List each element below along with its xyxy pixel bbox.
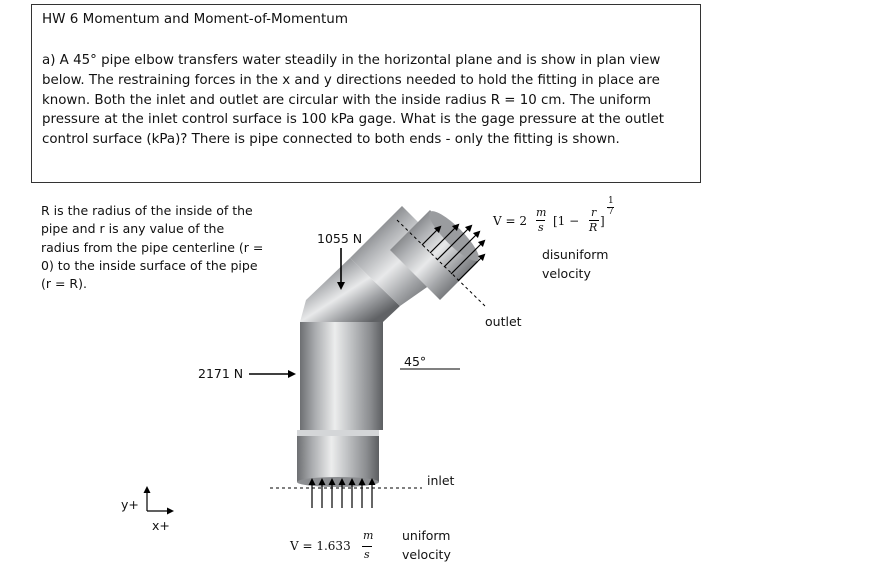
- force-x-label: 2171 N: [198, 366, 244, 381]
- force-y-label: 1055 N: [317, 231, 363, 246]
- inlet-label: inlet: [427, 473, 455, 488]
- outlet-label: outlet: [485, 314, 522, 329]
- outlet-unit-den: s: [538, 221, 544, 234]
- inlet-velocity-lhs: V = 1.633: [290, 539, 351, 553]
- outlet-velocity-equation: [493, 196, 633, 244]
- outlet-velocity-lhs: V = 2: [493, 214, 527, 228]
- axis-y-label: y+: [121, 497, 139, 512]
- inlet-collar: [297, 430, 379, 487]
- outlet-unit-num: m: [536, 206, 547, 219]
- outlet-bracket-open: [1 −: [553, 214, 580, 228]
- axes-icon: [147, 488, 172, 511]
- problem-text: a) A 45° pipe elbow transfers water steadily in the horizontal plane and is show in plan view below. The restraining forces in the x and y directions needed to hold the fitting in place are known. Both the inlet and outlet are circular with the inside radius R = 10 cm. The uniform pressure at the inlet control surface is 100 kPa gage. What is the gage pressure at the outlet control surface (kPa)? There is pipe connected to both ends - only the fitting is shown.: [42, 53, 665, 148]
- axis-x-label: x+: [152, 518, 170, 533]
- elbow-vertical-body: [300, 322, 383, 430]
- angle-label: 45°: [404, 354, 427, 369]
- problem-title: HW 6 Momentum and Moment-of-Momentum: [42, 11, 348, 27]
- inlet-unit-num: m: [363, 529, 374, 542]
- outlet-exp-den: 7: [608, 207, 614, 217]
- inlet-velocity-desc: uniform velocity: [402, 528, 451, 562]
- outlet-exp-num: 1: [608, 196, 614, 206]
- inlet-unit-den: s: [364, 548, 370, 561]
- outlet-bracket-close: ]: [600, 214, 605, 228]
- inlet-velocity-equation: [290, 528, 380, 568]
- outlet-r-num: r: [591, 206, 597, 219]
- outlet-velocity-desc: disuniform velocity: [542, 247, 609, 281]
- outlet-r-den: R: [589, 221, 598, 234]
- radius-note: R is the radius of the inside of the pipe and r is any value of the radius from the pipe centerline (r = 0) to the inside surface of the pipe (r = R).: [41, 203, 264, 292]
